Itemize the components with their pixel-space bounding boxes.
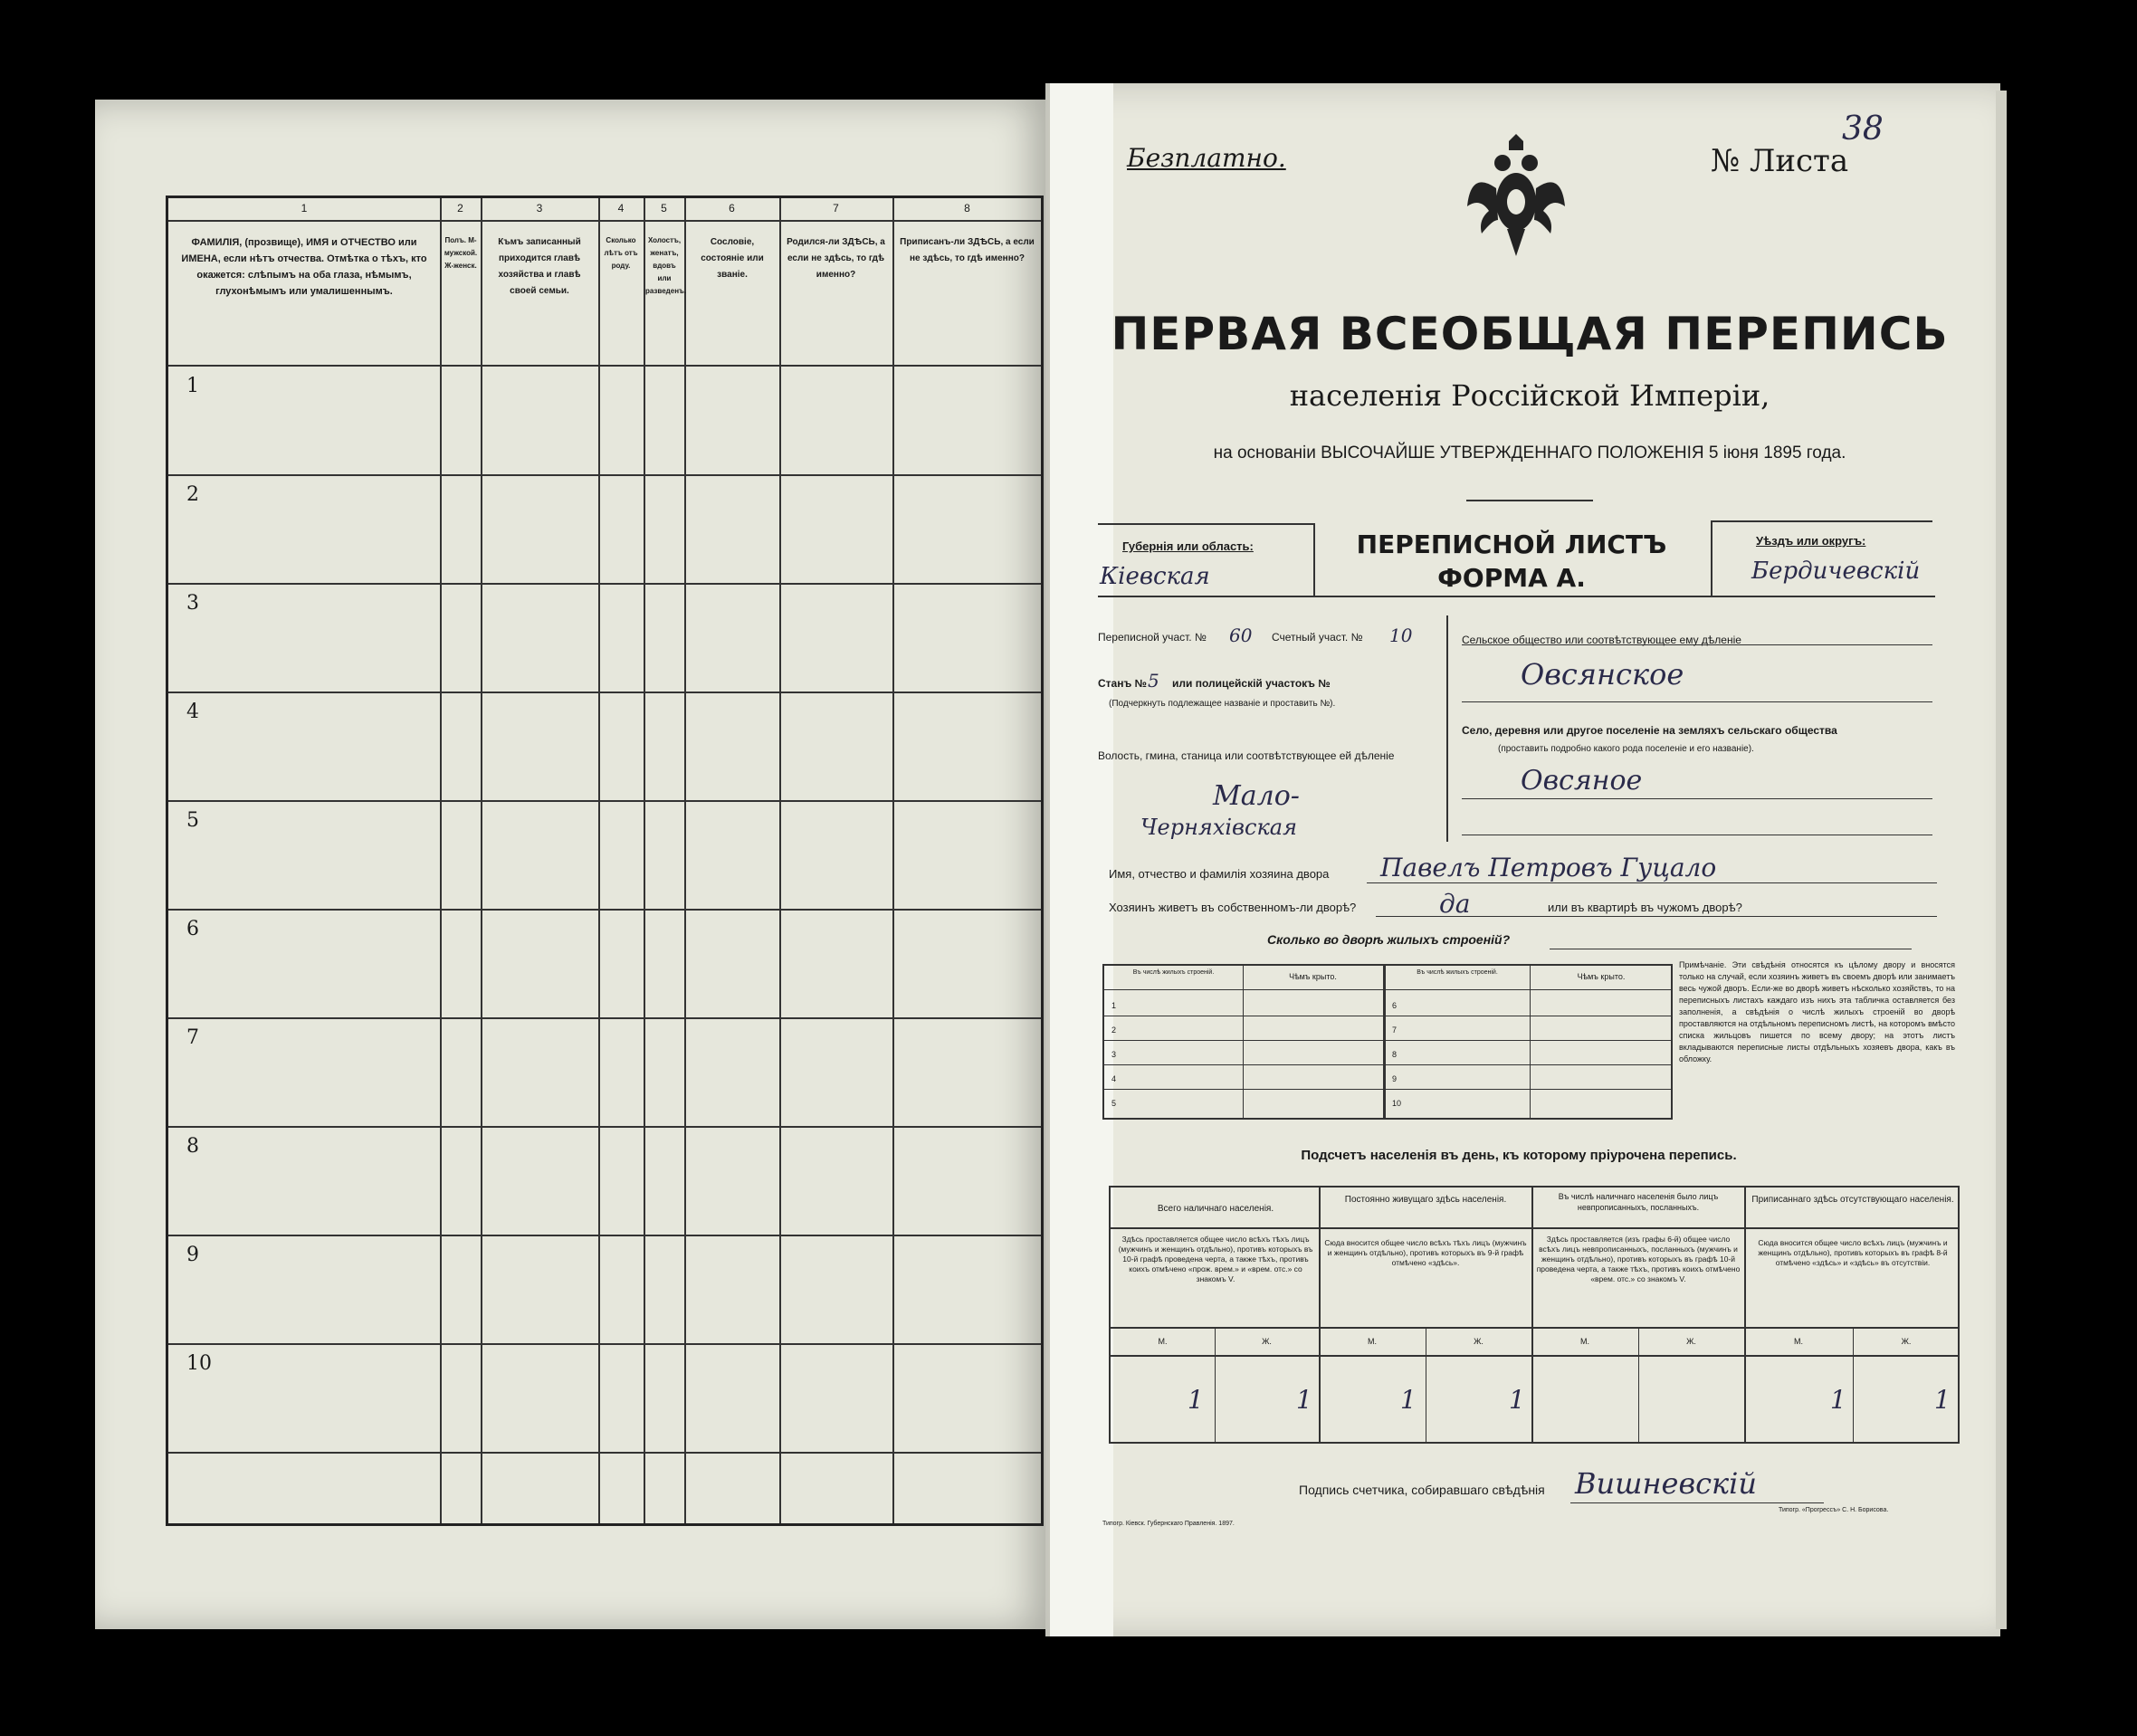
summary-value: 1 [1509,1385,1525,1415]
row-number: 1 [186,375,199,397]
village-value: Овсяное [1521,765,1643,796]
column-number: 1 [301,202,308,215]
owner-lives-value: да [1439,889,1471,919]
building-row-number: 10 [1392,1099,1402,1108]
owner-value: Павелъ Петровъ Гуцало [1380,853,1717,882]
stan-label: Станъ № [1098,677,1147,690]
column-header-sex: Полъ. М-мужской. Ж-женск. [444,236,478,270]
column-number: 8 [964,202,970,215]
column-number: 5 [661,202,667,215]
row-line [168,1017,1041,1019]
column-number: 6 [729,202,735,215]
signature-value: Вишневскій [1575,1466,1757,1501]
underline-note: (Подчеркнуть подлежащее названіе и проставить №). [1109,699,1336,709]
row-line [168,1126,1041,1128]
signature-line [1570,1502,1824,1503]
row-number: 3 [186,592,199,615]
summary-description: Здѣсь проставляется (изъ графы 6-й) общее число всѣхъ лицъ невпрописанныхъ, посланныхъ (мужчинъ и женщинъ отдѣльно), противъ которыхъ въ графѣ 10-й проведена черта, а также тѣхъ, противъ коихъ отмѣчено «врем. отс.» со знакомъ V. [1536,1235,1741,1283]
header-number-line [168,220,1041,222]
female-label: Ж. [1686,1337,1696,1346]
stan-value: 5 [1148,670,1159,692]
female-label: Ж. [1901,1337,1912,1346]
column-header-marital: Холостъ, женатъ, вдовъ или разведенъ. [645,236,687,295]
summary-header-unregistered: Въ числѣ наличнаго населенія было лицъ невпрописанныхъ, посланныхъ. [1558,1192,1719,1212]
village-label: Село, деревня или другое поселеніе на земляхъ сельскаго общества [1462,724,1837,737]
row-number: 8 [186,1135,199,1158]
sheet-number: 38 [1842,110,1884,148]
district-value: Бердичевскій [1751,558,1921,585]
summary-value: 1 [1296,1385,1312,1415]
row-number: 9 [186,1244,199,1266]
male-label: М. [1158,1337,1168,1346]
row-line [168,692,1041,693]
summary-header-permanent: Постоянно живущаго здѣсь населенія. [1344,1195,1507,1205]
buildings-header: Въ числѣ жилыхъ строеній. [1417,969,1498,976]
volost-value-2: Черняхівская [1140,815,1297,840]
society-line [1462,644,1932,645]
building-row-number: 8 [1392,1050,1398,1059]
summary-table [1109,1186,1960,1444]
column-number: 2 [457,202,463,215]
village-note: (проставить подробно какого рода поселеніе и его названіе). [1498,744,1754,754]
society-value: Овсянское [1521,657,1684,692]
row-line [168,1235,1041,1236]
summary-header-total: Всего наличнаго населенія. [1157,1204,1274,1214]
volost-value-1: Мало- [1213,780,1300,812]
building-row-number: 6 [1392,1001,1398,1010]
building-row-number: 7 [1392,1025,1398,1035]
row-number: 4 [186,701,199,723]
society-line [1462,701,1932,702]
province-value: Кіевская [1100,563,1210,590]
column-number: 4 [617,202,625,215]
row-line [168,1343,1041,1345]
summary-description: Сюда вносится общее число всѣхъ лицъ (мужчинъ и женщинъ отдѣльно), противъ которыхъ въ графѣ 8-й отмѣчено «здѣсь» и «здѣсь» въ отсутствіи. [1758,1238,1948,1267]
column-divider [892,198,894,1523]
row-number: 7 [186,1026,199,1049]
district-label: Уѣздъ или округъ: [1756,534,1866,548]
page-edge [1996,91,2007,1629]
note-text: Примѣчаніе. Эти свѣдѣнія относятся къ цѣлому двору и вносятся только на случай, если хозяинъ живетъ въ своемъ дворѣ или занимаетъ весь чужой дворъ. Если-же во дворѣ живетъ нѣсколько хозяйствъ, то на переписныхъ листахъ каждаго изъ нихъ эта табличка оставляется без заполненія, а свѣдѣнія о числѣ жилыхъ строеній во дворѣ проставляются на отдѣльномъ переписномъ листѣ, на которомъ вмѣсто списка жильцовъ пишется по всему двору; на этотъ листъ вкладываются переписные листы отдѣльныхъ хозяевъ двора, какъ въ обложку. [1679,960,1955,1064]
form-title: ПЕРЕПИСНОЙ ЛИСТЪ [1356,529,1667,559]
building-row-number: 4 [1111,1074,1117,1083]
document-title: ПЕРВАЯ ВСЕОБЩАЯ ПЕРЕПИСЬ [1111,308,1949,360]
owner-label: Имя, отчество и фамилія хозяина двора [1109,867,1330,881]
village-line [1462,798,1932,799]
legal-basis: на основаніи ВЫСОЧАЙШЕ УТВЕРЖДЕННАГО ПОЛОЖЕНІЯ 5 іюня 1895 года. [1213,444,1846,463]
summary-value: 1 [1830,1385,1846,1415]
column-number: 3 [536,202,543,215]
row-line [168,909,1041,911]
column-header-born: Родился-ли ЗДѢСЬ, а если не здѣсь, то гдѣ именно? [787,237,885,280]
buildings-header: Чѣмъ крыто. [1289,972,1337,981]
count-area-value: 10 [1389,625,1413,646]
signature-label: Подпись счетчика, собиравшаго свѣдѣнія [1299,1483,1545,1497]
building-row-number: 5 [1111,1099,1117,1108]
column-header-estate: Сословіе, состояніе или званіе. [701,237,764,280]
or-label: или въ квартирѣ въ чужомъ дворѣ? [1548,901,1742,914]
row-number: 6 [186,918,199,940]
family-table [166,196,1044,1526]
column-divider [644,198,645,1523]
buildings-header: Въ числѣ жилыхъ строеній. [1132,969,1215,976]
summary-title: Подсчетъ населенія въ день, къ которому пріурочена перепись. [1301,1148,1737,1163]
summary-value: 1 [1400,1385,1417,1415]
census-area-value: 60 [1229,625,1253,646]
column-divider [684,198,686,1523]
column-header-registered: Приписанъ-ли ЗДѢСЬ, а если не здѣсь, то гдѣ именно? [900,237,1035,263]
column-divider [598,198,600,1523]
summary-value: 1 [1934,1385,1951,1415]
building-row-number: 3 [1111,1050,1117,1059]
owner-line [1367,882,1937,883]
province-label: Губернія или область: [1122,539,1254,553]
volost-label: Волость, гмина, станица или соотвѣтствующее ей дѣленіе [1098,749,1395,762]
census-area-label: Переписной участ. № [1098,631,1207,644]
column-number: 7 [833,202,839,215]
row-line [168,800,1041,802]
building-row-number: 2 [1111,1025,1117,1035]
row-line [168,583,1041,585]
printer-right: Типогр. «Прогрессъ» С. Н. Борисова. [1779,1507,1889,1513]
row-line [168,474,1041,476]
owner-lives-line [1376,916,1937,917]
buildings-table [1102,964,1673,1120]
column-header-relation: Къмъ записанный приходится главѣ хозяйства и главѣ своей семьи. [498,237,581,296]
column-divider [481,198,482,1523]
row-number: 5 [186,809,199,832]
row-number: 2 [186,483,199,506]
row-line [168,1452,1041,1454]
male-label: М. [1794,1337,1803,1346]
document-subtitle: населенія Россійской Имперіи, [1289,378,1770,413]
imperial-eagle-emblem [1462,134,1570,261]
form-subtitle: ФОРМА А. [1437,563,1586,593]
column-header-age: Сколько лѣтъ отъ роду. [604,236,638,270]
sheet-label: № Листа [1711,143,1849,179]
male-label: М. [1580,1337,1589,1346]
buildings-header: Чѣмъ крыто. [1577,972,1626,981]
building-row-number: 1 [1111,1001,1117,1010]
column-divider [440,198,442,1523]
buildings-label: Сколько во дворѣ жилыхъ строеній? [1267,932,1511,947]
female-label: Ж. [1474,1337,1483,1346]
summary-header-absent: Приписаннаго здѣсь отсутствующаго населенія. [1751,1195,1954,1205]
building-row-number: 9 [1392,1074,1398,1083]
section-divider [1446,615,1448,842]
section-line [1098,596,1935,597]
police-label: или полицейскій участокъ № [1172,677,1331,690]
printer-left: Типогр. Кіевск. Губернскаго Правленія. 1897. [1102,1521,1235,1527]
free-label: Безплатно. [1127,143,1286,173]
summary-description: Сюда вносится общее число всѣхъ тѣхъ лицъ (мужчинъ и женщинъ отдѣльно), противъ которыхъ въ 9-й графѣ отмѣчено «здѣсь». [1324,1238,1527,1267]
society-label: Сельское общество или соотвѣтствующее ему дѣленіе [1462,634,1741,646]
ornament-line [1466,500,1593,501]
summary-value: 1 [1188,1385,1204,1415]
owner-lives-label: Хозяинъ живетъ въ собственномъ-ли дворѣ? [1109,901,1357,914]
female-label: Ж. [1262,1337,1272,1346]
row-number: 10 [186,1352,212,1375]
count-area-label: Счетный участ. № [1272,631,1363,644]
header-bottom-line [168,365,1041,367]
summary-description: Здѣсь проставляется общее число всѣхъ тѣхъ лицъ (мужчинъ и женщинъ отдѣльно), противъ которыхъ въ 10-й графѣ проведена черта, а также тѣхъ, противъ коихъ отмѣчено «прож. врем.» и «врем. отс.» со знакомъ V. [1118,1235,1313,1283]
male-label: М. [1368,1337,1377,1346]
column-header-name: ФАМИЛІЯ, (прозвище), ИМЯ и ОТЧЕСТВО или ИМЕНА, если нѣтъ отчества. Отмѣтка о тѣхъ, кто окажется: слѣпымъ на оба глаза, нѣмымъ, глухонѣмымъ или умалишеннымъ. [181,237,427,297]
column-divider [779,198,781,1523]
